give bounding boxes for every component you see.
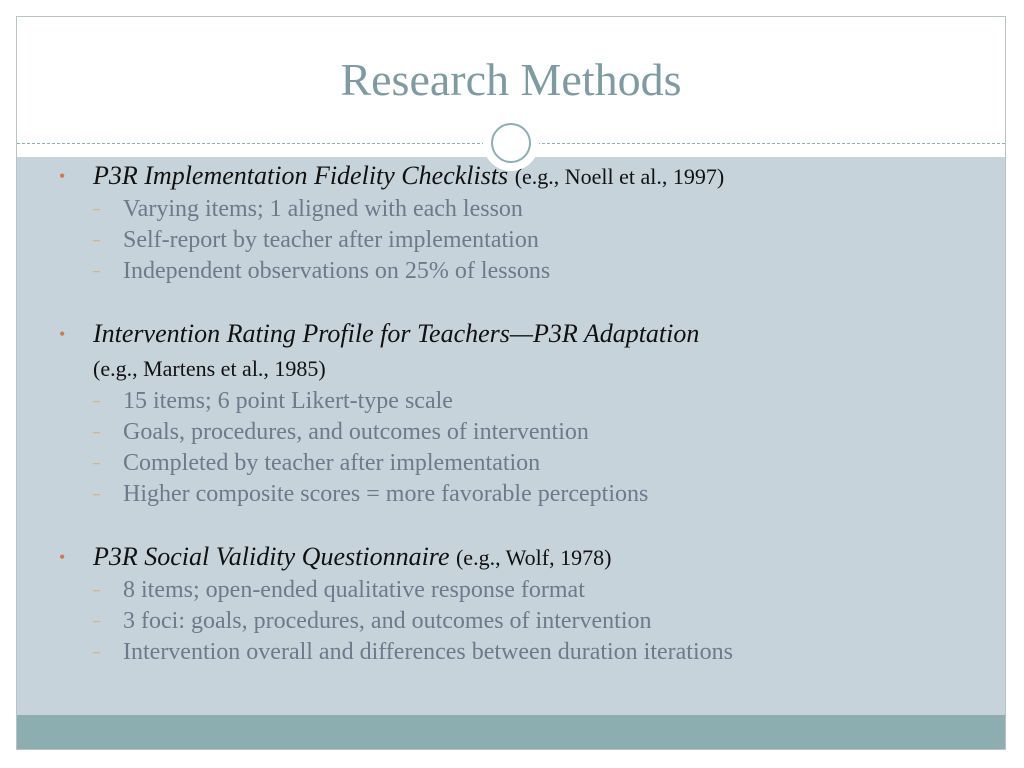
circle-ring <box>491 123 531 163</box>
sub-bullet <box>17 606 1005 637</box>
footer-bar <box>17 715 1005 750</box>
sub-bullet-text: 15 items; 6 point Likert-type scale <box>123 388 453 414</box>
sub-bullet-text: Varying items; 1 aligned with each lesson <box>123 196 523 222</box>
bullet-heading: P3R Social Validity Questionnaire <box>93 542 450 571</box>
sub-bullet-text: Higher composite scores = more favorable perceptions <box>123 481 649 507</box>
sub-bullet-text: Intervention overall and differences between duration iterations <box>123 639 733 665</box>
sub-bullet-list <box>17 575 1005 668</box>
sub-bullet <box>17 417 1005 448</box>
dash-icon: – <box>93 456 100 471</box>
sub-bullet <box>17 448 1005 479</box>
main-bullet <box>17 317 1005 386</box>
sub-bullet-text: Independent observations on 25% of lessons <box>123 258 551 284</box>
bullet-citation: (e.g., Martens et al., 1985) <box>93 356 326 381</box>
sub-bullet-text: Self-report by teacher after implementation <box>123 227 539 253</box>
sub-bullet <box>17 386 1005 417</box>
bullet-heading: P3R Implementation Fidelity Checklists <box>93 161 509 190</box>
slide <box>16 16 1006 750</box>
dash-icon: – <box>93 202 100 217</box>
dash-icon: – <box>93 233 100 248</box>
dash-icon: – <box>93 394 100 409</box>
dash-icon: – <box>93 645 100 660</box>
sub-bullet-text: Goals, procedures, and outcomes of intervention <box>123 419 589 445</box>
main-bullet <box>17 159 1005 194</box>
bullet-list <box>17 159 1005 668</box>
dash-icon: – <box>93 583 100 598</box>
dash-icon: – <box>93 487 100 502</box>
bullet-citation: (e.g., Noell et al., 1997) <box>514 164 725 189</box>
bullet-dot-icon: • <box>59 324 66 344</box>
bullet-citation: (e.g., Wolf, 1978) <box>455 545 612 570</box>
dash-icon: – <box>93 264 100 279</box>
main-bullet <box>17 540 1005 575</box>
sub-bullet-text: 3 foci: goals, procedures, and outcomes of intervention <box>123 608 652 634</box>
sub-bullet <box>17 637 1005 668</box>
bullet-heading: Intervention Rating Profile for Teachers—P3R Adaptation <box>93 319 700 348</box>
sub-bullet <box>17 194 1005 225</box>
sub-bullet-list <box>17 194 1005 287</box>
sub-bullet-list <box>17 386 1005 510</box>
sub-bullet <box>17 479 1005 510</box>
slide-title: Research Methods <box>340 54 682 105</box>
dash-icon: – <box>93 614 100 629</box>
sub-bullet <box>17 256 1005 287</box>
bullet-dot-icon: • <box>59 166 66 186</box>
sub-bullet-text: 8 items; open-ended qualitative response format <box>123 577 585 603</box>
bullet-dot-icon: • <box>59 547 66 567</box>
dash-icon: – <box>93 425 100 440</box>
sub-bullet-text: Completed by teacher after implementation <box>123 450 541 476</box>
sub-bullet <box>17 225 1005 256</box>
sub-bullet <box>17 575 1005 606</box>
